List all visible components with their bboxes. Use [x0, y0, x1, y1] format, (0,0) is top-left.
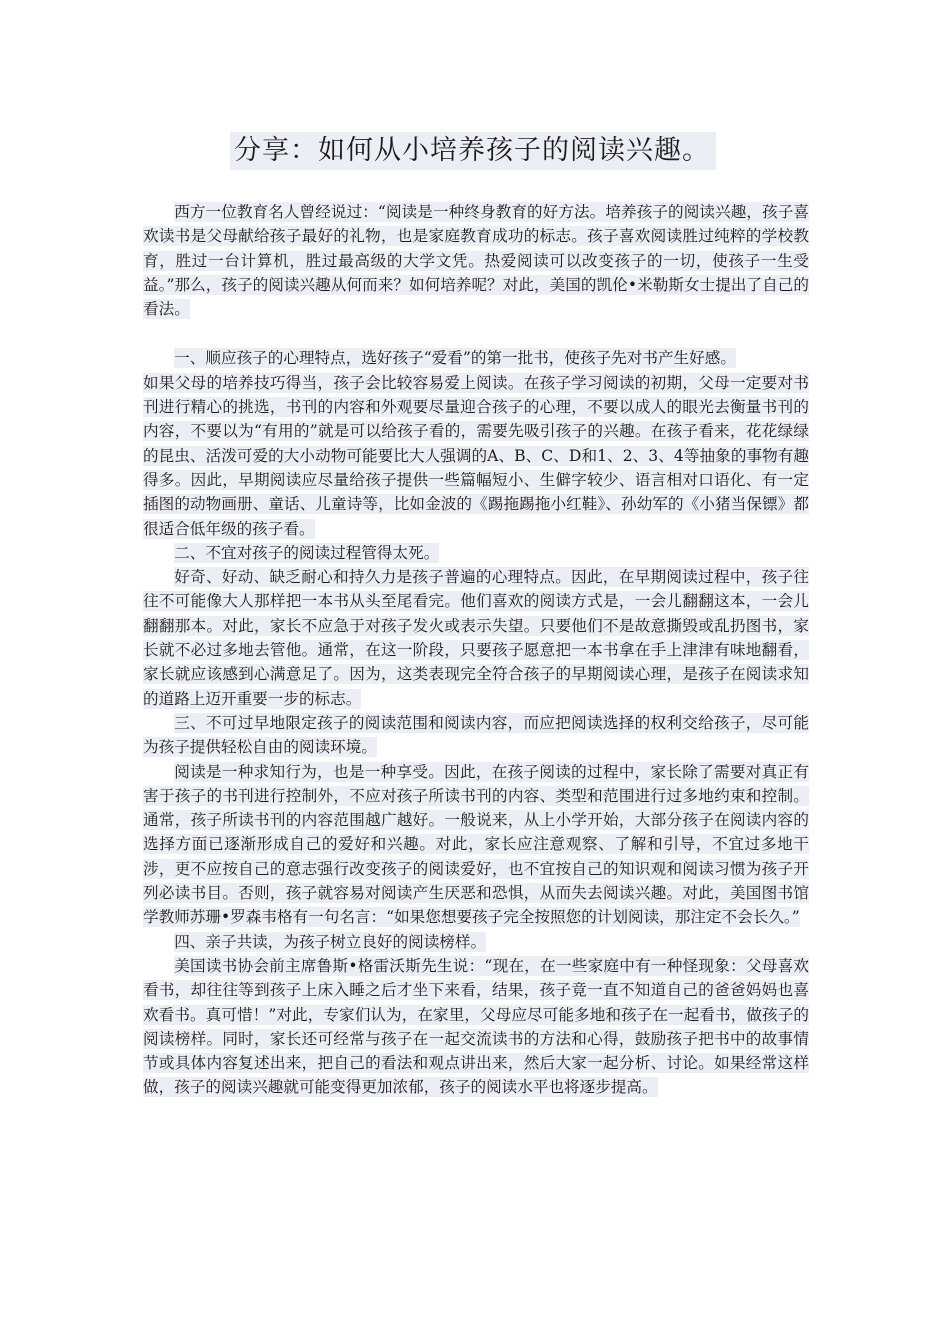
section-body-2 [143, 565, 809, 711]
paragraph-text: 一、顺应孩子的心理特点，选好孩子“爱看”的第一批书，使孩子先对书产生好感。 [174, 349, 736, 368]
intro-paragraph [143, 200, 809, 321]
section-heading-1 [143, 346, 809, 370]
paragraph-text: 三、不可过早地限定孩子的阅读范围和阅读内容，而应把阅读选择的权利交给孩子，尽可能为孩子提供轻松自由的阅读环境。 [143, 713, 809, 757]
document-body [143, 200, 809, 1100]
paragraph-text: 好奇、好动、缺乏耐心和持久力是孩子普遍的心理特点。因此，在早期阅读过程中，孩子往往不可能像大人那样把一本书从头至尾看完。他们喜欢的阅读方式是，一会儿翻翻这本，一会儿翻翻那本。对此，家长不应急于对孩子发火或表示失望。只要他们不是故意撕毁或乱扔图书，家长就不必过多地去管他。通常，在这一阶段，只要孩子愿意把一本书拿在手上津津有味地翻看，家长就应该感到心满意足了。因为，这类表现完全符合孩子的早期阅读心理，是孩子在阅读求知的道路上迈开重要一步的标志。 [143, 568, 809, 708]
paragraph-text: 如果父母的培养技巧得当，孩子会比较容易爱上阅读。在孩子学习阅读的初期，父母一定要对书刊进行精心的挑选，书刊的内容和外观要尽量迎合孩子的心理，不要以成人的眼光去衡量书刊的内容，不要以为“有用的”就是可以给孩子看的，需要先吸引孩子的兴趣。在孩子看来，花花绿绿的昆虫、活泼可爱的大小动物可能要比大人强调的A、B、C、D和1、2、3、4等抽象的事物有趣得多。因此，早期阅读应尽量给孩子提供一些篇幅短小、生僻字较少、语言相对口语化、有一定插图的动物画册、童话、儿童诗等，比如金波的《踢拖踢拖小红鞋》、孙幼军的《小猪当保镖》都很适合低年级的孩子看。 [143, 373, 809, 538]
paragraph-text: 西方一位教育名人曾经说过：“阅读是一种终身教育的好方法。培养孩子的阅读兴趣，孩子喜欢读书是父母献给孩子最好的礼物，也是家庭教育成功的标志。孩子喜欢阅读胜过纯粹的学校教育，胜过一台计算机，胜过最高级的大学文凭。热爱阅读可以改变孩子的一切，使孩子一生受益。”那么，孩子的阅读兴趣从何而来？如何培养呢？对此，美国的凯伦•米勒斯女士提出了自己的看法。 [143, 203, 809, 319]
page-title-text: 分享：如何从小培养孩子的阅读兴趣。 [234, 135, 710, 166]
paragraph-text: 美国读书协会前主席鲁斯•格雷沃斯先生说：“现在，在一些家庭中有一种怪现象：父母喜欢看书，却往往等到孩子上床入睡之后才坐下来看，结果，孩子竟一直不知道自己的爸爸妈妈也喜欢看书。真可惜！”对此，专家们认为，在家里，父母应尽可能多地和孩子在一起看书，做孩子的阅读榜样。同时，家长还可经常与孩子在一起交流读书的方法和心得，鼓励孩子把书中的故事情节或具体内容复述出来，把自己的看法和观点讲出来，然后大家一起分析、讨论。如果经常这样做，孩子的阅读兴趣就可能变得更加浓郁，孩子的阅读水平也将逐步提高。 [143, 956, 809, 1097]
paragraph-text: 阅读是一种求知行为，也是一种享受。因此，在孩子阅读的过程中，家长除了需要对真正有害于孩子的书刊进行控制外，不应对孩子所读书刊的内容、类型和范围进行过多地约束和控制。通常，孩子所读书刊的内容范围越广越好。一般说来，从上小学开始，大部分孩子在阅读内容的选择方面已逐渐形成自己的爱好和兴趣。对此，家长应注意观察、了解和引导，不宜过多地干涉，更不应按自己的意志强行改变孩子的阅读爱好，也不宜按自己的知识观和阅读习惯为孩子开列必读书目。否则，孩子就容易对阅读产生厌恶和恐惧，从而失去阅读兴趣。对此，美国图书馆学教师苏珊•罗森韦格有一句名言：“如果您想要孩子完全按照您的计划阅读，那注定不会长久。” [143, 762, 809, 927]
paragraph-text: 四、亲子共读，为孩子树立良好的阅读榜样。 [174, 932, 487, 951]
paragraph-text: 二、不宜对孩子的阅读过程管得太死。 [174, 543, 440, 562]
section-heading-2 [143, 541, 809, 565]
section-heading-4 [143, 930, 809, 954]
page-title [230, 132, 716, 170]
section-body-3 [143, 760, 809, 930]
section-body-4 [143, 954, 809, 1100]
section-heading-3 [143, 711, 809, 760]
section-body-1 [143, 371, 809, 541]
